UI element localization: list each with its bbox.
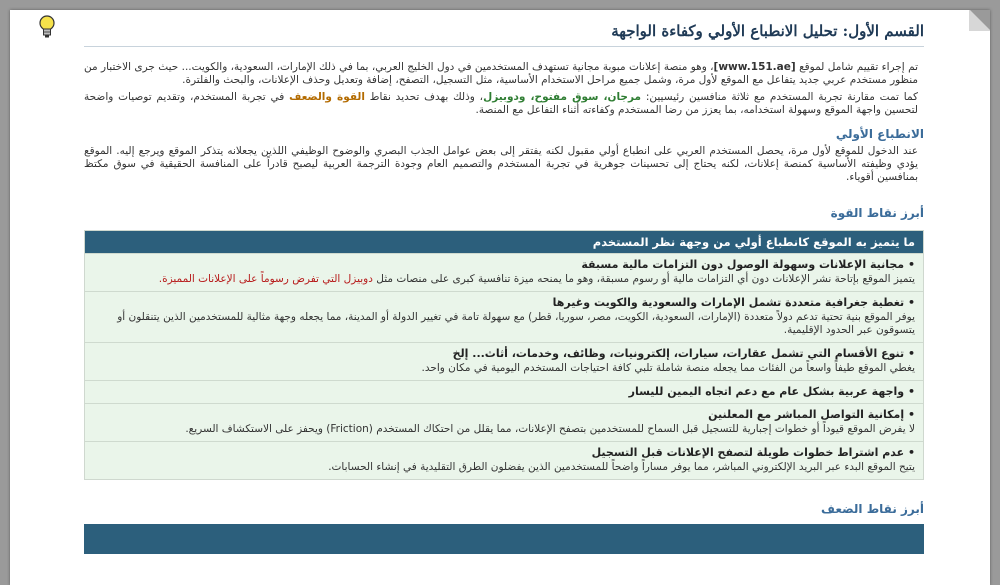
strength-item-title: • إمكانية التواصل المباشر مع المعلنين [708, 408, 915, 421]
first-impression-text: عند الدخول للموقع لأول مرة، يحصل المستخدم العربي على انطباع أولي مقبول لكنه يفتقر إلى بعض عوامل الجذب البصري والوضوح الوظيفي اللذين يجعلانه يتذكر الموقع ويرجع إليه. الموقع يؤدي وظيفته الأساسية كمنصة إعلانات، لكنه يحتاج إلى تحسينات جوهرية في تجربة المستخدم والتصميم العام وجودة الترجمة العربية ليصبح قادراً على المنافسة الحقيقية في سوق مكتظ بمنافسين أقوياء. [84, 145, 918, 183]
strengths-heading: أبرز نقاط القوة [830, 206, 924, 220]
strength-item [85, 380, 923, 403]
competitor-note-highlight: دوبيزل التي تفرض رسوماً على الإعلانات المميزة. [158, 273, 373, 285]
site-link[interactable]: [www.151.ae] [713, 61, 796, 73]
lightbulb-icon [38, 14, 56, 40]
strength-item-body: يتميز الموقع بإتاحة نشر الإعلانات دون أي التزامات مالية أو رسوم مسبقة، وهو ما يمنحه ميزة تنافسية كبرى على منصات مثل دوبيزل التي تفرض رسوماً على الإعلانات المميزة. [158, 273, 915, 285]
section-title: القسم الأول: تحليل الانطباع الأولي وكفاءة الواجهة [84, 22, 924, 47]
intro-paragraph: تم إجراء تقييم شامل لموقع [www.151.ae]، وهو منصة إعلانات مبوبة مجانية تستهدف المستخدمين في دول الخليج العربي، بما في ذلك الإمارات، السعودية، والكويت... حيث جرى الاختبار من منظور مستخدم عربي جديد يتفاعل مع الموقع لأول مرة، وشمل جميع مراحل الاستخدام الأساسية، مثل التسجيل، التصفح، إضافة وتعديل وحذف الإعلانات، والبحث والفلترة. [84, 61, 919, 86]
strength-item-title: • تنوع الأقسام التي تشمل عقارات، سيارات، إلكترونيات، وظائف، وخدمات، أثاث... إلخ [452, 347, 915, 360]
strength-item [85, 441, 923, 479]
strength-item-title: • واجهة عربية بشكل عام مع دعم اتجاه اليمين لليسار [628, 385, 915, 398]
page-fold [969, 10, 990, 31]
strength-item-title: • تغطية جغرافية متعددة تشمل الإمارات والسعودية والكويت وغيرها [552, 296, 915, 309]
strength-item [85, 291, 923, 342]
strengths-box [84, 230, 924, 480]
competitors-highlight: مرجان، سوق مفتوح، ودوبيزل [483, 91, 642, 103]
comparison-paragraph: كما تمت مقارنة تجربة المستخدم مع ثلاثة منافسين رئيسيين: مرجان، سوق مفتوح، ودوبيزل، وذلك بهدف تحديد نقاط القوة والضعف في تجربة المستخدم، وتقديم توصيات واضحة لتحسين واجهة الموقع وسهولة استخدامه، بما يعزز من رضا المستخدم وكفاءته أثناء التفاعل مع المنصة. [84, 91, 919, 116]
strength-item [85, 403, 923, 441]
first-impression-heading: الانطباع الأولي [835, 127, 924, 141]
strengths-box-title: ما يتميز به الموقع كانطباع أولي من وجهة نظر المستخدم [85, 231, 923, 253]
document-content [84, 22, 924, 554]
weaknesses-heading: أبرز نقاط الضعف [821, 502, 924, 516]
strength-weakness-highlight: القوة والضعف [289, 91, 365, 103]
weaknesses-box-header [84, 524, 924, 554]
strength-item [85, 342, 923, 380]
strength-item-body: يتيح الموقع البدء عبر البريد الإلكتروني المباشر، مما يوفر مساراً واضحاً للمستخدمين الذين يفضلون الطرق التقليدية في إنشاء الحسابات. [328, 461, 915, 473]
strength-item-body: يغطي الموقع طيفاً واسعاً من الفئات مما يجعله منصة شاملة تلبي كافة احتياجات المستخدم اليومية في مكان واحد. [421, 362, 915, 374]
strength-item-body: لا يفرض الموقع قيوداً أو خطوات إجبارية للتسجيل قبل السماح للمستخدمين بتصفح الإعلانات، مما يقلل من احتكاك المستخدم (Friction) ويحفز على الاستكشاف السريع. [185, 423, 915, 435]
strength-item-body: يوفر الموقع بنية تحتية تدعم دولاً متعددة (الإمارات، السعودية، الكويت، مصر، سوريا، قطر) مع سهولة تامة في تغيير الدولة أو المدينة، مما يجعله وجهة مثالية للمستخدمين الذين يتنقلون أو يتسوقون عبر الحدود الإقليمية. [117, 311, 915, 336]
strength-item-title: • مجانية الإعلانات وسهولة الوصول دون التزامات مالية مسبقة [581, 258, 915, 271]
strength-item-title: • عدم اشتراط خطوات طويلة لتصفح الإعلانات قبل التسجيل [591, 446, 915, 459]
document-page [10, 10, 990, 585]
strength-item [85, 253, 923, 291]
